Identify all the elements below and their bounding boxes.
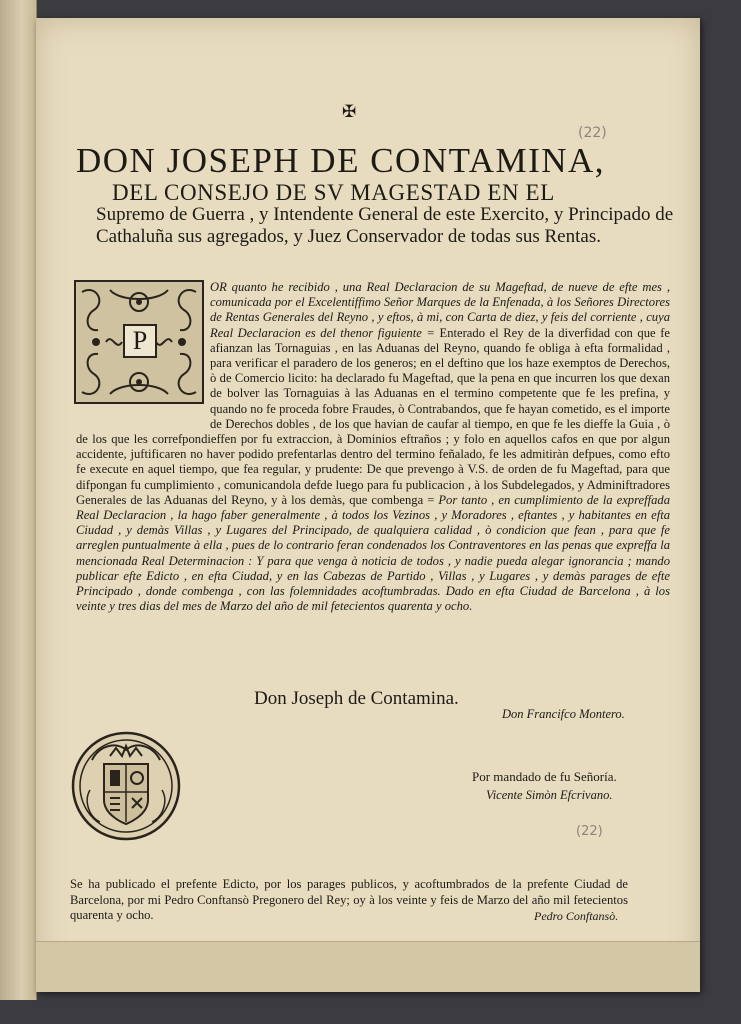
mandado-line: Por mandado de fu Señoría. <box>472 769 617 784</box>
body-main: Enterado el Rey de la diverfidad con que fe afianzan las Tornaguias , en las Aduanas del Reyno, quando fe obliga à efta formalidad , para verificar el paradero de los generos; en el deftino que los haze exemptos de Derechos, ò de Comercio licito: ha declarado fu Mageftad, que la pena en que incurren los que dexan de bolver las Tornaguias à las Aduanas en el termino competente que fe les prefina, y quando no fe proceda fobre Fraudes, ò Contrabandos, que fe hayan cometido, es el importe de Derechos dobles , de los que havian de caufar al tiempo, en que fe les dieffe la Guia , ò de los que les correfpondieffen por fu extraccion, à Dominios eftraños ; y folo en aquellos cafos en que por algun accidente, juftificaren no haver podido prefentarlas dentro del termino feñalado, fe les admitiràn defpues, como efto fe execute en aquel tiempo, que fea regular, y prudente: De que prevengo à V.S. de orden de fu Mageftad, para que difpongan fu cumplimiento , comunicandola defde luego para fu publicacion , à los Subdelegados, y Adminiftradores Generales de las Aduanas del Reyno, y à los demàs, que combenga = <box>76 325 670 507</box>
signature-secondary: Don Francifco Montero. <box>502 707 625 721</box>
title-council: DEL CONSEJO DE SV MAGESTAD EN EL <box>112 180 555 205</box>
publication-note: Se ha publicado el prefente Edicto, por los parages publicos, y acoftumbrados de la prefente Ciudad de Barcelona, por mi Pedro Conftansò Pregonero del Rey; oy à los veinte y feis de Marzo del año mil fetecientos quarenta y ocho. <box>70 877 628 922</box>
facing-page-edge <box>0 0 37 1000</box>
cross-icon: ✠ <box>342 102 357 122</box>
title-name: DON JOSEPH DE CONTAMINA, <box>76 141 606 180</box>
folio-number-lower: (22) <box>576 824 603 839</box>
page-bottom-strip <box>36 941 700 992</box>
document-sheet <box>36 18 700 992</box>
ornamental-initial-icon <box>74 280 204 404</box>
escrivano-signature: Vicente Simòn Efcrivano. <box>486 788 613 802</box>
body-opening: OR quanto he recibido , una Real Declaracion de su Mageftad, de nueve de efte mes , comunicada por el Excelentiffimo Señor Marques de la Enfenada, à los Señores Directores de Rentas Generales del Reyno , y eftos, à mi, con Carta de diez, y feis del corriente , cuya Real Declaracion es del thenor figuiente = <box>210 280 670 340</box>
folio-number: (22) <box>578 125 607 141</box>
initial-letter: P <box>123 324 157 358</box>
signature-main: Don Joseph de Contamina. <box>254 688 459 709</box>
body-closing: Por tanto , en cumplimiento de la expreffada Real Declaracion , la hago faber generalmente , à todos los Vezinos , y Moradores , eftantes , y habitantes en efta Ciudad , y demàs Villas , y Lugares del Principado, de qualquiera calidad , ò condicion que fean , para que fe arreglen puntualmente à ella , pues de lo contrario feran condenados los Contraventores en las penas que expreffa la mencionada Real Determinacion : Y para que venga à noticia de todos , y nadie pueda alegar ignorancia ; mando publicar efte Edicto , en efta Ciudad, y en las Cabezas de Partido , Villas , y Lugares , y demàs parages de efte Principado , donde combenga , con las folemnidades acoftumbradas. Dado en efta Ciudad de Barcelona , à los veinte y tres dias del mes de Marzo del año de mil fetecientos quarenta y ocho. <box>76 492 670 614</box>
title-offices: Supremo de Guerra , y Intendente General de este Exercito, y Principado de Cathaluña sus agregados, y Juez Conservador de todas sus Rentas. <box>96 204 674 247</box>
coat-of-arms-icon <box>70 730 182 842</box>
publication-signature: Pedro Conftansò. <box>534 909 619 923</box>
